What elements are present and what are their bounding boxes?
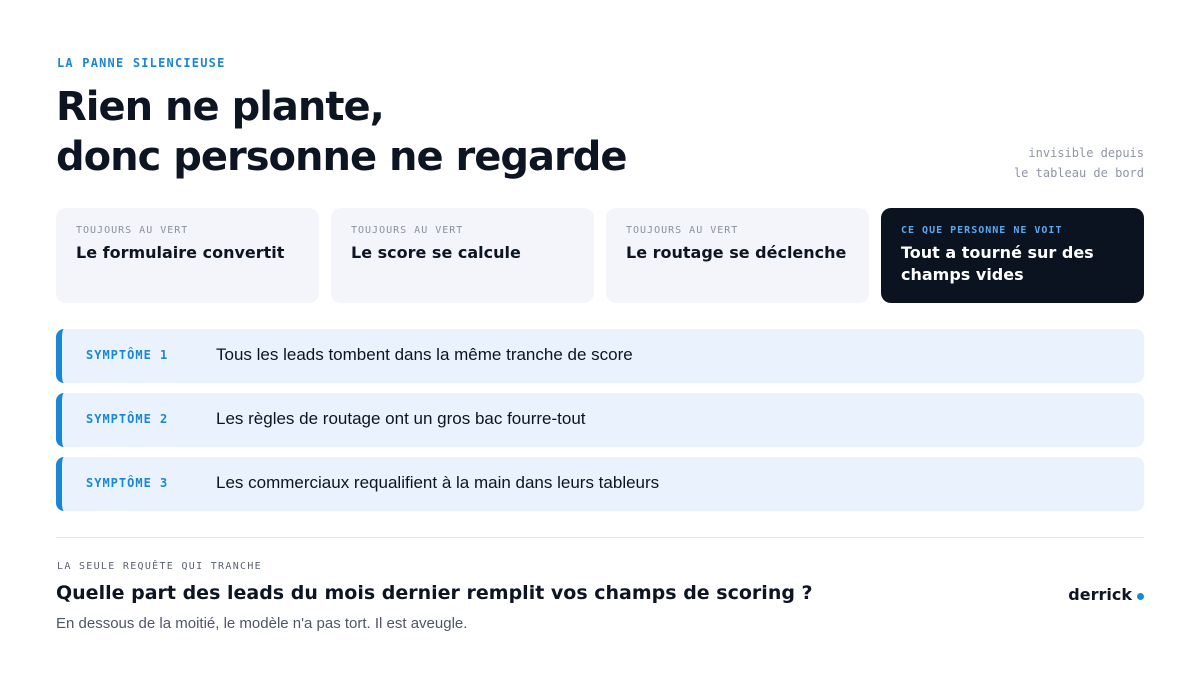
title-line-1: Rien ne plante, [56, 84, 384, 130]
key-question: Quelle part des leads du mois dernier remplit vos champs de scoring ? [56, 582, 813, 604]
symptom-text: Les commerciaux requalifient à la main dans leurs tableurs [216, 473, 660, 492]
card-label: TOUJOURS AU VERT [76, 225, 189, 236]
query-label: LA SEULE REQUÊTE QUI TRANCHE [57, 561, 262, 572]
brand-name: derrick [1068, 585, 1132, 604]
side-note [1014, 143, 1144, 183]
divider [56, 537, 1144, 538]
card-label: TOUJOURS AU VERT [626, 225, 739, 236]
card-text: Le score se calcule [351, 243, 521, 262]
title-line-2: donc personne ne regarde [56, 134, 627, 180]
brand-dot-icon [1137, 593, 1144, 600]
symptom-label: SYMPTÔME 2 [86, 412, 169, 426]
side-note-line-2: le tableau de bord [1013, 166, 1144, 180]
card-label: TOUJOURS AU VERT [351, 225, 464, 236]
page-title [56, 82, 627, 182]
status-card-score [331, 208, 594, 303]
symptom-label: SYMPTÔME 1 [86, 348, 169, 362]
card-label: CE QUE PERSONNE NE VOIT [901, 225, 1063, 236]
symptom-row [56, 329, 1144, 383]
symptom-row [56, 393, 1144, 447]
status-card-routing [606, 208, 869, 303]
status-cards [56, 208, 1144, 303]
side-note-line-1: invisible depuis [1028, 146, 1144, 160]
symptom-label: SYMPTÔME 3 [86, 476, 169, 490]
card-text: Le formulaire convertit [76, 243, 285, 262]
hidden-issue-card [881, 208, 1144, 303]
eyebrow: LA PANNE SILENCIEUSE [57, 56, 226, 70]
brand-logo [1068, 585, 1144, 604]
symptom-text: Tous les leads tombent dans la même tranche de score [216, 345, 633, 364]
symptom-row [56, 457, 1144, 511]
card-text: Tout a tourné sur des champs vides [901, 243, 1094, 284]
symptom-text: Les règles de routage ont un gros bac fourre-tout [216, 409, 586, 428]
card-text: Le routage se déclenche [626, 243, 847, 262]
key-answer: En dessous de la moitié, le modèle n'a pas tort. Il est aveugle. [56, 615, 468, 632]
status-card-form [56, 208, 319, 303]
